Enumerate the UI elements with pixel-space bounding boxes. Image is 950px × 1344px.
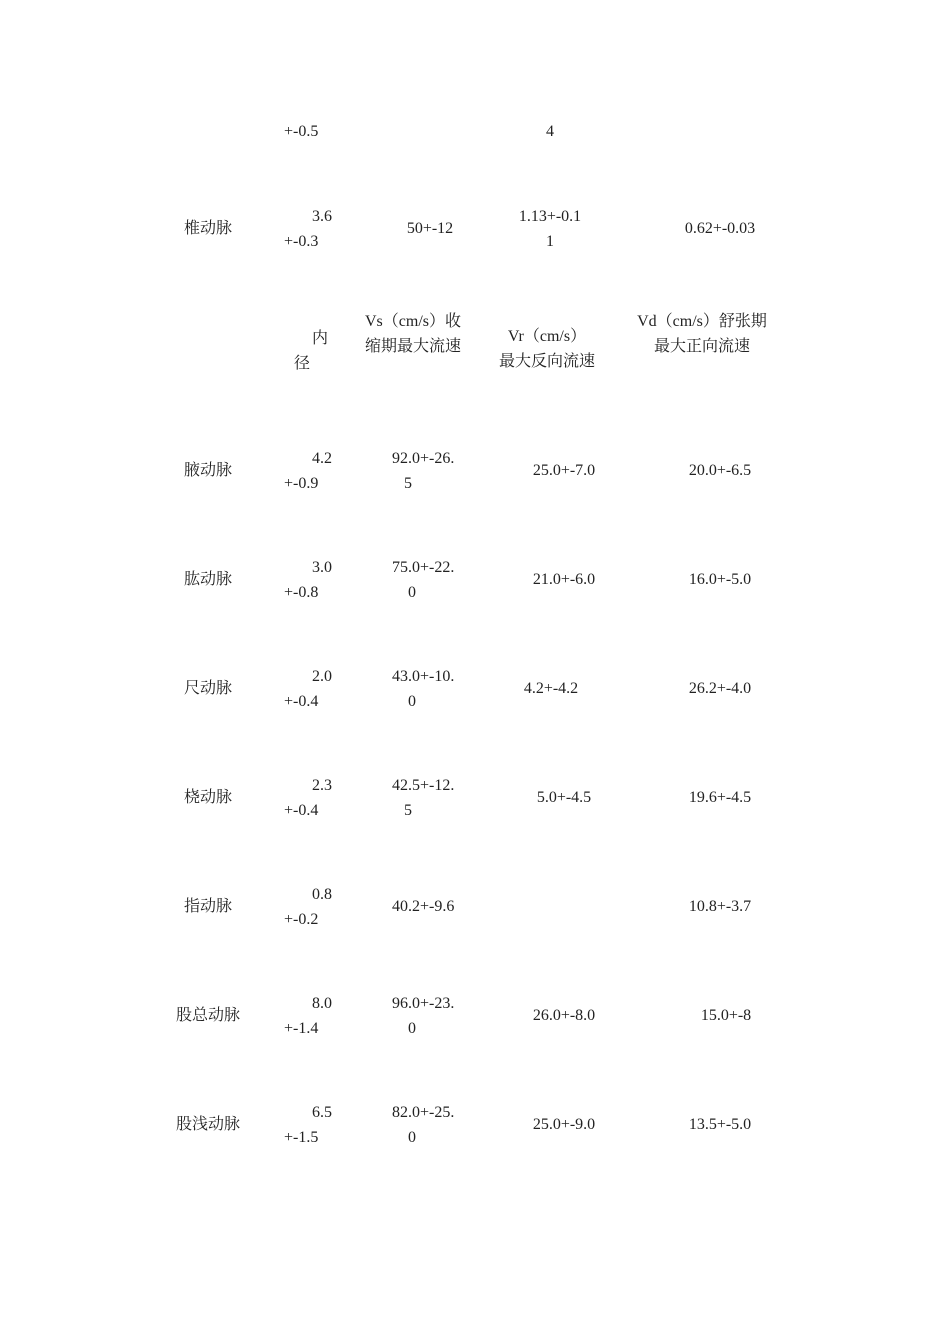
header-vr-line1: Vr（cm/s） [507,328,587,345]
artery-name: 尺动脉 [183,680,232,697]
diameter-line1: 4.2 [312,450,332,467]
vs-cell [380,555,476,605]
diameter-cell [284,446,332,496]
diameter-line2: +-0.4 [284,802,319,819]
diameter-cell [284,204,332,254]
diameter-line2: +-1.5 [284,1129,319,1146]
header-vd [622,309,782,359]
diameter-line2: +-0.4 [284,693,319,710]
header-vr-line2: 最大反向流速 [498,353,595,370]
diameter-line2: +-0.8 [284,584,319,601]
vs-cell: 50+-12 [406,220,454,237]
vd-cell: 26.2+-4.0 [688,680,752,697]
vd-cell: 15.0+-8 [700,1007,752,1024]
header-diameter-line1: 内 [312,330,329,347]
vs-line2: 5 [404,475,412,492]
artery-name: 股总动脉 [175,1007,240,1024]
vs-line1: 43.0+-10. [392,668,455,685]
vr-line1: 1.13+-0.1 [518,208,582,225]
header-vr [486,324,608,374]
diameter-line1: 3.6 [312,208,332,225]
vs-line1: 82.0+-25. [392,1104,455,1121]
diameter-cell [284,555,332,605]
vs-line1: 42.5+-12. [392,777,455,794]
artery-name: 腋动脉 [183,462,232,479]
artery-name: 股浅动脉 [175,1116,240,1133]
top-vr-tail: 4 [546,123,554,140]
vs-cell [380,773,476,823]
vr-cell: 25.0+-9.0 [532,1116,596,1133]
top-diameter-tail: +-0.5 [284,123,319,140]
vd-cell: 0.62+-0.03 [684,220,756,237]
diameter-line1: 6.5 [312,1104,332,1121]
artery-name: 肱动脉 [183,571,232,588]
vs-line1: 75.0+-22. [392,559,455,576]
diameter-cell [284,882,332,932]
header-vs-line1: Vs（cm/s）收 [364,313,461,330]
diameter-cell [284,664,332,714]
vs-line1: 40.2+-9.6 [392,898,455,915]
vr-line2: 1 [546,233,554,250]
vr-cell: 5.0+-4.5 [536,789,592,806]
vr-cell: 21.0+-6.0 [532,571,596,588]
vs-line2: 0 [408,584,416,601]
diameter-line1: 8.0 [312,995,332,1012]
vr-cell [490,204,610,254]
diameter-line2: +-0.9 [284,475,319,492]
vd-cell: 13.5+-5.0 [688,1116,752,1133]
diameter-cell [284,1100,332,1150]
header-vs [350,309,476,359]
vs-cell [380,991,476,1041]
vs-cell [380,1100,476,1150]
diameter-cell [284,991,332,1041]
header-vd-line2: 最大正向流速 [653,338,750,355]
header-diameter-line2: 径 [294,355,311,372]
diameter-line1: 0.8 [312,886,332,903]
vs-cell [380,894,476,919]
vr-cell: 25.0+-7.0 [532,462,596,479]
diameter-line1: 2.3 [312,777,332,794]
vs-line2: 0 [408,1020,416,1037]
vd-cell: 10.8+-3.7 [688,898,752,915]
vd-cell: 16.0+-5.0 [688,571,752,588]
vs-cell [380,664,476,714]
vd-cell: 19.6+-4.5 [688,789,752,806]
artery-name: 桡动脉 [183,789,232,806]
vs-line2: 5 [404,802,412,819]
header-vd-line1: Vd（cm/s）舒张期 [637,313,767,330]
diameter-cell [284,773,332,823]
vs-line2: 0 [408,1129,416,1146]
vs-line2: 0 [408,693,416,710]
vs-cell [380,446,476,496]
vd-cell: 20.0+-6.5 [688,462,752,479]
vs-line1: 92.0+-26. [392,450,455,467]
diameter-line2: +-1.4 [284,1020,319,1037]
artery-name: 椎动脉 [183,220,232,237]
vr-cell: 4.2+-4.2 [523,680,579,697]
diameter-line1: 2.0 [312,668,332,685]
vs-line1: 96.0+-23. [392,995,455,1012]
header-diameter [284,326,332,376]
diameter-line1: 3.0 [312,559,332,576]
diameter-line2: +-0.3 [284,233,319,250]
artery-name: 指动脉 [183,898,232,915]
diameter-line2: +-0.2 [284,911,319,928]
header-vs-line2: 缩期最大流速 [364,338,461,355]
vr-cell: 26.0+-8.0 [532,1007,596,1024]
